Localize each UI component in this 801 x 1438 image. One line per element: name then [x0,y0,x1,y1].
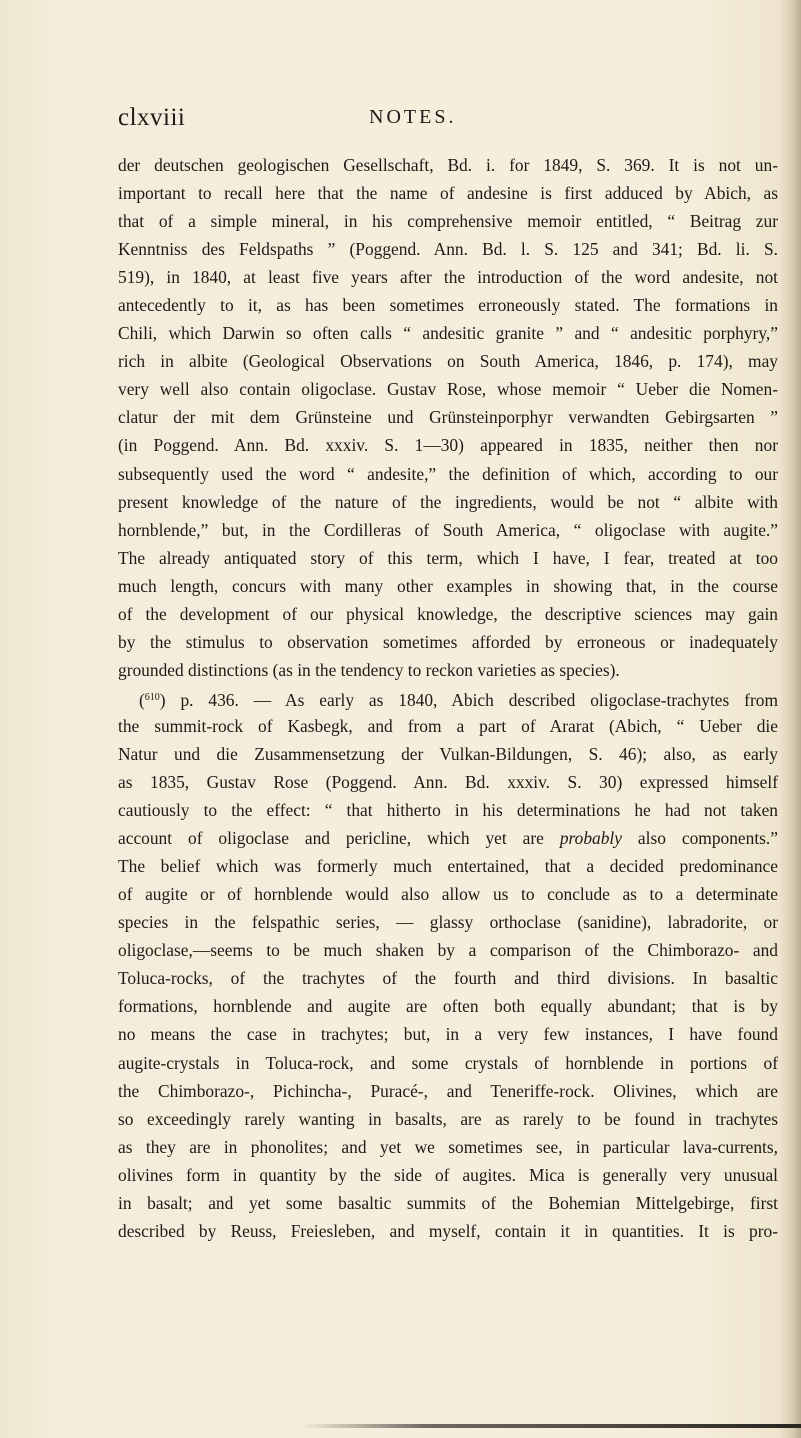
text-line: rich in albite (Geological Observations on South America, 1846, p. 174), may [118,351,778,372]
text-line: no means the case in trachytes; but, in a very few instances, I have found [118,1024,778,1045]
text-line: as 1835, Gustav Rose (Poggend. Ann. Bd. xxxiv. S. 30) expressed himself [118,772,778,793]
text-line: olivines form in quantity by the side of augites. Mica is generally very unusual [118,1164,778,1185]
text-line: The already antiquated story of this term, which I have, I fear, treated at too [118,547,778,568]
text-line: subsequently used the word “ andesite,” the definition of which, according to our [118,463,778,484]
text-line: so exceedingly rarely wanting in basalts, are as rarely to be found in trachytes [118,1108,778,1129]
text-line-with-italic [118,824,778,852]
text-line: der deutschen geologischen Gesellschaft, Bd. i. for 1849, S. 369. It is not un- [118,155,778,175]
text-line: antecedently to it, as has been sometimes erroneously stated. The formations in [118,295,778,316]
italic-line-pre: account of oligoclase and pericline, which yet are [118,828,560,849]
text-line: of the development of our physical knowledge, the descriptive sciences may gain [118,603,778,624]
body-text [118,151,778,1245]
text-line: Kenntniss des Feldspaths ” (Poggend. Ann. Bd. l. S. 125 and 341; Bd. li. S. [118,239,778,260]
page-number: clxviii [118,104,186,131]
text-line: oligoclase,—seems to be much shaken by a comparison of the Chimborazo- and [118,940,778,961]
note-marker-close: ) [159,689,166,710]
note-marker-number: 610 [144,691,160,703]
text-line: species in the felspathic series, — glassy orthoclase (sanidine), labradorite, or [118,912,778,933]
running-head: NOTES. [369,106,457,128]
text-line: in basalt; and yet some basaltic summits of the Bohemian Mittelgebirge, first [118,1192,778,1213]
text-line: much length, concurs with many other examples in showing that, in the course [118,575,778,596]
note-marker-open: ( [139,689,145,710]
italic-line-post: also components.” [621,828,778,849]
text-line: Natur und die Zusammensetzung der Vulkan-Bildungen, S. 46); also, as early [118,743,778,764]
text-line: that of a simple mineral, in his comprehensive memoir entitled, “ Beitrag zur [118,211,778,232]
text-line: The belief which was formerly much entertained, that a decided predominance [118,856,778,877]
text-line: important to recall here that the name of andesine is first adduced by Abich, as [118,183,778,204]
text-line: present knowledge of the nature of the ingredients, would be not “ albite with [118,491,778,512]
text-line: the summit-rock of Kasbegk, and from a part of Ararat (Abich, “ Ueber die [118,715,778,736]
text-line: by the stimulus to observation sometimes afforded by erroneous or inadequately [118,631,778,652]
page-edge-shadow [779,0,801,1438]
text-line: Toluca-rocks, of the trachytes of the fourth and third divisions. In basaltic [118,968,778,989]
text-line: described by Reuss, Freiesleben, and myself, contain it in quantities. It is pro- [118,1220,778,1241]
text-line: augite-crystals in Toluca-rock, and some crystals of hornblende in portions of [118,1052,778,1073]
text-line: clatur der mit dem Grünsteine und Grünsteinporphyr verwandten Gebirgsarten ” [118,407,778,428]
text-line: grounded distinctions (as in the tendency to reckon varieties as species). [118,659,620,680]
note-first-line-text: p. 436. — As early as 1840, Abich described oligoclase-trachytes from [165,689,778,710]
text-line: (in Poggend. Ann. Bd. xxxiv. S. 1—30) appeared in 1835, neither then nor [118,435,778,456]
text-line: formations, hornblende and augite are often both equally abundant; that is by [118,996,778,1017]
page-bottom-rule [300,1424,801,1428]
text-line: of augite or of hornblende would also allow us to conclude as to a determinate [118,884,778,905]
text-line: Chili, which Darwin so often calls “ andesitic granite ” and “ andesitic porphyry,” [118,323,778,344]
text-line: as they are in phonolites; and yet we sometimes see, in particular lava-currents, [118,1136,778,1157]
text-line: 519), in 1840, at least five years after the introduction of the word andesite, not [118,267,778,288]
text-line: the Chimborazo-, Pichincha-, Puracé-, and Teneriffe-rock. Olivines, which are [118,1080,778,1101]
text-line: cautiously to the effect: “ that hitherto in his determinations he had not taken [118,800,778,821]
page-header [118,104,778,140]
italic-word: probably [559,828,622,849]
note-first-line [118,684,778,712]
text-line: very well also contain oligoclase. Gustav Rose, whose memoir “ Ueber die Nomen- [118,379,778,400]
text-line: hornblende,” but, in the Cordilleras of South America, “ oligoclase with augite.” [118,519,778,540]
